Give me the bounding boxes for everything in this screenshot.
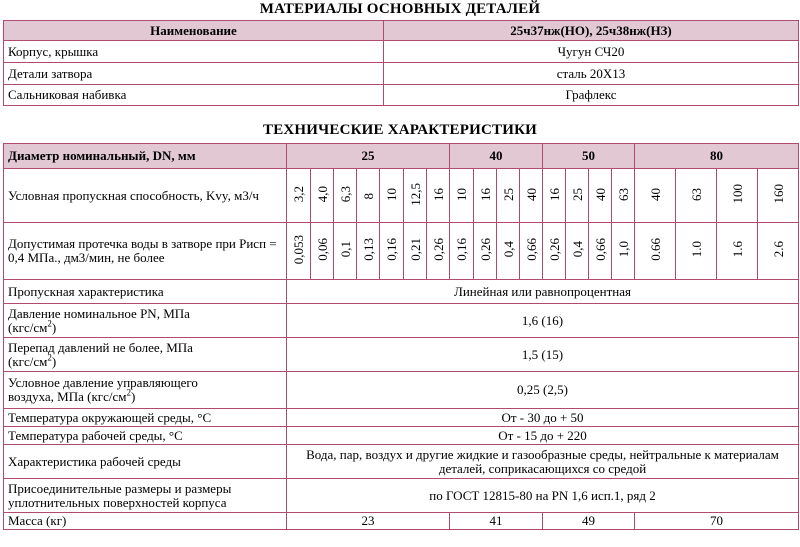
spec-value: Линейная или равнопроцентная [287, 280, 799, 304]
spec-value: От - 30 до + 50 [287, 409, 799, 427]
kvy-value [635, 169, 676, 223]
kvy-value [287, 169, 311, 223]
leak-value [380, 223, 404, 280]
kvy-value [357, 169, 380, 223]
kvy-value-text: 63 [688, 187, 704, 201]
leak-value-text: 0,16 [454, 238, 470, 261]
specs-table [3, 143, 799, 530]
leak-value-text: 1.6 [729, 241, 745, 258]
dn-value: 80 [635, 144, 799, 169]
label-line: воздуха, МПа (кгс/см [8, 389, 127, 404]
spec-value: по ГОСТ 12815-80 на PN 1,6 исп.1, ряд 2 [287, 479, 799, 513]
kvy-value [404, 169, 427, 223]
spec-label: Температура окружающей среды, °С [4, 409, 287, 427]
table-row [4, 409, 799, 427]
leak-value [758, 223, 799, 280]
material-part: Детали затвора [4, 63, 384, 85]
leak-value [334, 223, 357, 280]
table-row [4, 63, 799, 85]
table-row [4, 445, 799, 479]
leak-value [566, 223, 589, 280]
material-value: сталь 20Х13 [384, 63, 799, 85]
leak-value-text: 0,21 [407, 238, 423, 261]
spec-value: От - 15 до + 220 [287, 427, 799, 445]
leak-row [4, 223, 799, 280]
specs-title: ТЕХНИЧЕСКИЕ ХАРАКТЕРИСТИКИ [262, 122, 538, 138]
spec-label [4, 304, 287, 338]
kvy-value-text: 12,5 [407, 182, 423, 206]
material-part: Сальниковая набивка [4, 85, 384, 106]
kvy-value-text: 100 [729, 184, 745, 204]
spec-value: 0,25 (2,5) [287, 372, 799, 409]
kvy-value-text: 10 [384, 187, 399, 201]
leak-value-text: 0,13 [360, 238, 376, 261]
table-row [4, 372, 799, 409]
kvy-value-text: 40 [592, 187, 608, 201]
label-line: Условное давление управляющего [8, 375, 198, 390]
leak-value-text: 0,26 [430, 238, 446, 261]
spec-value: 1,5 (15) [287, 338, 799, 372]
leak-value [474, 223, 497, 280]
kvy-value-text: 25 [500, 187, 516, 201]
label-line: ) [51, 319, 57, 335]
spec-label: Температура рабочей среды, °С [4, 427, 287, 445]
spec-label [4, 372, 287, 409]
kvy-value-text: 3,2 [291, 185, 306, 203]
leak-value-text: 1.0 [688, 241, 704, 258]
leak-value-text: 0,4 [569, 241, 585, 258]
leak-value [404, 223, 427, 280]
kvy-value [758, 169, 799, 223]
mass-value: 70 [635, 513, 799, 530]
label-line: Перепад давлений не более, МПа [8, 339, 193, 355]
leak-value-text: 0.66 [647, 238, 663, 261]
kvy-value-text: 25 [569, 187, 585, 201]
leak-value [676, 223, 717, 280]
mass-value: 49 [543, 513, 635, 530]
leak-value-text: 0,1 [337, 241, 353, 258]
name-header: Наименование [4, 21, 384, 41]
kvy-value-text: 160 [770, 184, 786, 204]
kvy-value-text: 40 [647, 187, 663, 201]
kvy-value-text: 6,3 [337, 185, 353, 203]
label-superscript: 2 [126, 387, 131, 398]
spec-label: Пропускная характеристика [4, 280, 287, 304]
table-row [4, 85, 799, 106]
spec-label: Присоединительные размеры и размеры уплотнительных поверхностей корпуса [4, 479, 287, 513]
label-superscript: 2 [47, 352, 52, 363]
dn-value: 50 [543, 144, 635, 169]
leak-value [287, 223, 311, 280]
materials-table [3, 20, 799, 106]
material-value: Чугун СЧ20 [384, 41, 799, 63]
leak-value-text: 0,16 [384, 238, 399, 261]
materials-title: МАТЕРИАЛЫ ОСНОВНЫХ ДЕТАЛЕЙ [259, 1, 541, 17]
leak-value-text: 0,06 [314, 238, 330, 261]
kvy-value [311, 169, 334, 223]
material-value: Графлекс [384, 85, 799, 106]
leak-value-text: 0,26 [546, 238, 562, 261]
kvy-value-text: 4,0 [314, 185, 330, 203]
kvy-label: Условная пропускная способность, Kvy, м3/ч [4, 169, 287, 223]
kvy-value [566, 169, 589, 223]
spec-label: Характеристика рабочей среды [4, 445, 287, 479]
table-row [4, 427, 799, 445]
kvy-value-text: 63 [615, 187, 631, 201]
leak-value-text: 1,0 [615, 241, 631, 258]
leak-value-text: 0,053 [291, 234, 306, 265]
leak-value-text: 0,66 [523, 238, 539, 261]
table-row [4, 479, 799, 513]
kvy-value [474, 169, 497, 223]
kvy-value-text: 16 [430, 187, 446, 201]
kvy-value [543, 169, 566, 223]
kvy-value [497, 169, 520, 223]
leak-value [427, 223, 450, 280]
kvy-value-text: 16 [546, 187, 562, 201]
leak-value [311, 223, 334, 280]
leak-value [612, 223, 635, 280]
leak-value [497, 223, 520, 280]
label-line: (кгс/см [8, 353, 48, 369]
table-row [4, 21, 799, 41]
leak-label: Допустимая протечка воды в затворе при Рисп = 0,4 МПа., дм3/мин, не более [4, 223, 287, 280]
kvy-value [334, 169, 357, 223]
kvy-value [717, 169, 758, 223]
leak-value [589, 223, 612, 280]
leak-value [357, 223, 380, 280]
mass-value: 23 [287, 513, 450, 530]
mass-label: Масса (кг) [4, 513, 287, 530]
dn-value: 40 [450, 144, 543, 169]
dn-row [4, 144, 799, 169]
leak-value-text: 0,4 [500, 241, 516, 258]
label-superscript: 2 [47, 318, 52, 329]
table-row [4, 41, 799, 63]
leak-value-text: 2.6 [770, 241, 786, 258]
table-row [4, 304, 799, 338]
kvy-value-text: 8 [360, 193, 376, 200]
mass-row [4, 513, 799, 530]
leak-value [520, 223, 543, 280]
spec-value: Вода, пар, воздух и другие жидкие и газообразные среды, нейтральные к материалам деталей, соприкасающихся со средой [287, 445, 799, 479]
kvy-value [612, 169, 635, 223]
leak-value [635, 223, 676, 280]
label-line: (кгс/см [8, 319, 48, 335]
kvy-value-text: 40 [523, 187, 539, 201]
kvy-value-text: 10 [454, 187, 470, 201]
kvy-value [589, 169, 612, 223]
label-line: ) [131, 389, 136, 404]
kvy-value [676, 169, 717, 223]
leak-value [450, 223, 474, 280]
kvy-value [380, 169, 404, 223]
kvy-value [450, 169, 474, 223]
models-header: 25ч37нж(НО), 25ч38нж(НЗ) [384, 21, 799, 41]
table-row [4, 280, 799, 304]
kvy-value [427, 169, 450, 223]
kvy-value-text: 16 [477, 187, 493, 201]
material-part: Корпус, крышка [4, 41, 384, 63]
leak-value-text: 0,26 [477, 238, 493, 261]
spec-label [4, 338, 287, 372]
dn-value: 25 [287, 144, 450, 169]
kvy-value [520, 169, 543, 223]
dn-label: Диаметр номинальный, DN, мм [4, 144, 287, 169]
label-line: ) [51, 353, 57, 369]
label-line: Давление номинальное PN, МПа [8, 305, 190, 321]
spec-value: 1,6 (16) [287, 304, 799, 338]
table-row [4, 338, 799, 372]
leak-value [543, 223, 566, 280]
mass-value: 41 [450, 513, 543, 530]
leak-value-text: 0,66 [592, 238, 608, 261]
kvy-row [4, 169, 799, 223]
leak-value [717, 223, 758, 280]
